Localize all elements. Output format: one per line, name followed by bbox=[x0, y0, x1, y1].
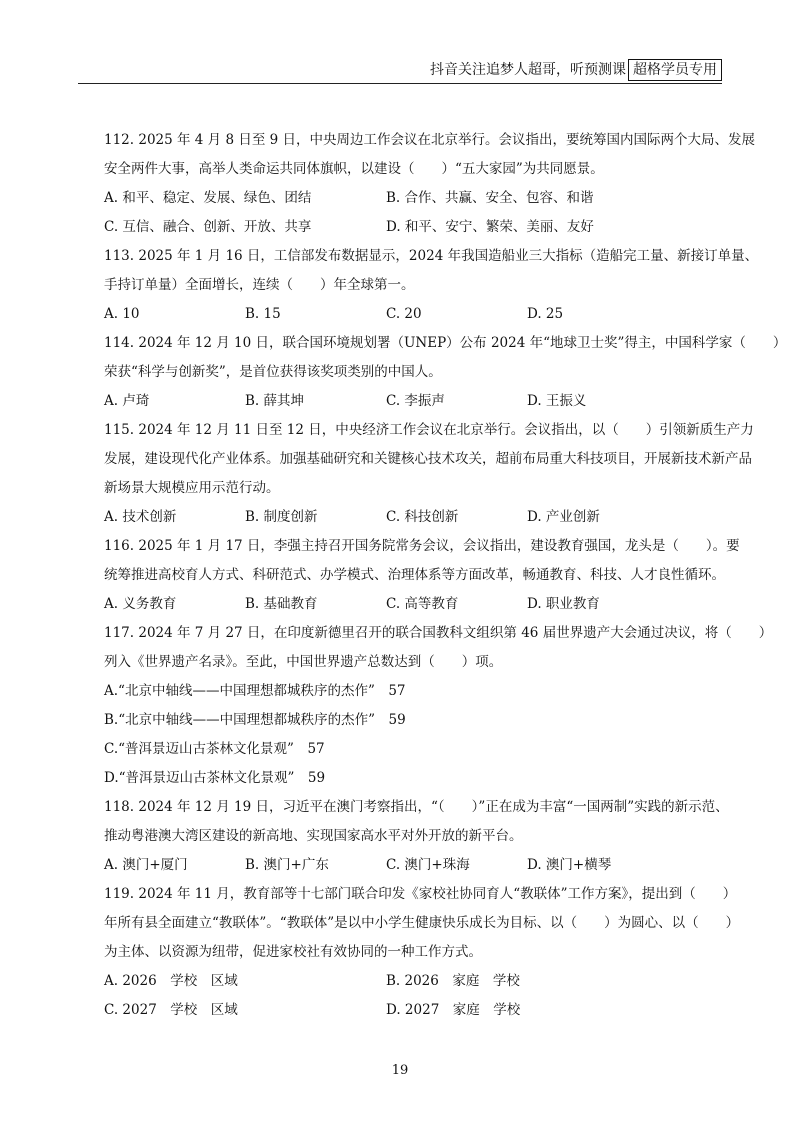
options bbox=[104, 590, 726, 619]
question-stem-line: 统筹推进高校育人方式、科研范式、办学模式、治理体系等方面改革，畅通教育、科技、人才良性循环。 bbox=[104, 567, 725, 583]
option-b: B.“北京中轴线——中国理想都城秩序的杰作” 59 bbox=[104, 712, 406, 728]
header-text: 抖音关注追梦人超哥，听预测课 bbox=[430, 62, 626, 78]
header-boxed-label: 超格学员专用 bbox=[628, 59, 722, 81]
page-header bbox=[430, 59, 722, 81]
options bbox=[104, 503, 726, 532]
question-112 bbox=[104, 126, 756, 242]
option-a: A. 澳门+厦门 bbox=[104, 857, 188, 873]
option-a: A. 卢琦 bbox=[104, 393, 150, 409]
option-d: D. 王振义 bbox=[527, 393, 587, 409]
option-d: D. 职业教育 bbox=[527, 596, 600, 612]
question-119 bbox=[104, 880, 740, 1025]
question-stem-line: 112. 2025 年 4 月 8 日至 9 日，中央周边工作会议在北京举行。会议指出，要统筹国内国际两个大局、发展 bbox=[104, 132, 756, 148]
page-number: 19 bbox=[391, 1063, 409, 1078]
option-c: C. 科技创新 bbox=[386, 509, 459, 525]
question-115 bbox=[104, 416, 754, 532]
option-b: B. 合作、共赢、安全、包容、和谐 bbox=[386, 190, 594, 206]
question-stem-line: 年所有县全面建立“教联体”。“教联体”是以中小学生健康快乐成长为目标、以（ ）为圆心、以（ ） bbox=[104, 915, 740, 931]
options bbox=[104, 851, 726, 880]
question-113 bbox=[104, 242, 759, 329]
option-a: A. 技术创新 bbox=[104, 509, 177, 525]
option-c: C. 20 bbox=[386, 306, 422, 322]
options bbox=[104, 996, 726, 1025]
option-c: C. 2027 学校 区域 bbox=[104, 1002, 238, 1018]
question-stem-line: 新场景大规模应用示范行动。 bbox=[104, 480, 280, 496]
question-118 bbox=[104, 793, 729, 880]
option-d: D. 25 bbox=[527, 306, 564, 322]
option-c: C. 互信、融合、创新、开放、共享 bbox=[104, 219, 312, 235]
option-c: C. 李振声 bbox=[386, 393, 445, 409]
option-d: D.“普洱景迈山古茶林文化景观” 59 bbox=[104, 770, 326, 786]
options bbox=[104, 300, 726, 329]
option-b: B. 薛其坤 bbox=[245, 393, 305, 409]
question-list bbox=[104, 126, 787, 1025]
header-rule bbox=[78, 83, 722, 84]
question-stem-line: 手持订单量）全面增长，连续（ ）年全球第一。 bbox=[104, 277, 415, 293]
option-c: C. 高等教育 bbox=[386, 596, 459, 612]
option-b: B. 15 bbox=[245, 306, 281, 322]
option-a: A.“北京中轴线——中国理想都城秩序的杰作” 57 bbox=[104, 683, 406, 699]
question-stem-line: 为主体、以资源为纽带，促进家校社有效协同的一种工作方式。 bbox=[104, 944, 482, 960]
question-114 bbox=[104, 329, 787, 416]
question-stem-line: 113. 2025 年 1 月 16 日，工信部发布数据显示，2024 年我国造船业三大指标（造船完工量、新接订单量、 bbox=[104, 248, 759, 264]
option-b: B. 2026 家庭 学校 bbox=[386, 973, 520, 989]
question-116 bbox=[104, 532, 740, 619]
option-a: A. 和平、稳定、发展、绿色、团结 bbox=[104, 190, 312, 206]
option-d: D. 和平、安宁、繁荣、美丽、友好 bbox=[386, 219, 594, 235]
question-117 bbox=[104, 619, 773, 793]
options bbox=[104, 213, 726, 242]
question-stem-line: 114. 2024 年 12 月 10 日，联合国环境规划署（UNEP）公布 2024 年“地球卫士奖”得主，中国科学家（ ） bbox=[104, 335, 787, 351]
options bbox=[104, 967, 726, 996]
question-stem-line: 发展，建设现代化产业体系。加强基础研究和关键核心技术攻关，超前布局重大科技项目，开展新技术新产品 bbox=[104, 451, 752, 467]
option-d: D. 澳门+横琴 bbox=[527, 857, 612, 873]
option-a: A. 2026 学校 区域 bbox=[104, 973, 238, 989]
question-stem-line: 列入《世界遗产名录》。至此，中国世界遗产总数达到（ ）项。 bbox=[104, 654, 503, 670]
question-stem-line: 推动粤港澳大湾区建设的新高地、实现国家高水平对外开放的新平台。 bbox=[104, 828, 523, 844]
option-a: A. 义务教育 bbox=[104, 596, 177, 612]
option-c: C. 澳门+珠海 bbox=[386, 857, 470, 873]
question-stem-line: 117. 2024 年 7 月 27 日，在印度新德里召开的联合国教科文组织第 46 届世界遗产大会通过决议，将（ ） bbox=[104, 625, 773, 641]
option-c: C.“普洱景迈山古茶林文化景观” 57 bbox=[104, 741, 325, 757]
question-stem-line: 荣获“科学与创新奖”，是首位获得该奖项类别的中国人。 bbox=[104, 364, 442, 380]
options bbox=[104, 387, 726, 416]
question-stem-line: 安全两件大事，高举人类命运共同体旗帜，以建设（ ）“五大家园”为共同愿景。 bbox=[104, 161, 604, 177]
option-b: B. 制度创新 bbox=[245, 509, 318, 525]
question-stem-line: 116. 2025 年 1 月 17 日，李强主持召开国务院常务会议，会议指出，建设教育强国，龙头是（ ）。要 bbox=[104, 538, 740, 554]
question-stem-line: 115. 2024 年 12 月 11 日至 12 日，中央经济工作会议在北京举行。会议指出，以（ ）引领新质生产力 bbox=[104, 422, 754, 438]
question-stem-line: 118. 2024 年 12 月 19 日，习近平在澳门考察指出，“（ ）”正在成为丰富“一国两制”实践的新示范、 bbox=[104, 799, 729, 815]
option-b: B. 基础教育 bbox=[245, 596, 318, 612]
options bbox=[104, 184, 726, 213]
option-a: A. 10 bbox=[104, 306, 140, 322]
option-d: D. 2027 家庭 学校 bbox=[386, 1002, 521, 1018]
option-b: B. 澳门+广东 bbox=[245, 857, 329, 873]
question-stem-line: 119. 2024 年 11 月，教育部等十七部门联合印发《家校社协同育人“教联体”工作方案》，提出到（ ） bbox=[104, 886, 737, 902]
option-d: D. 产业创新 bbox=[527, 509, 600, 525]
